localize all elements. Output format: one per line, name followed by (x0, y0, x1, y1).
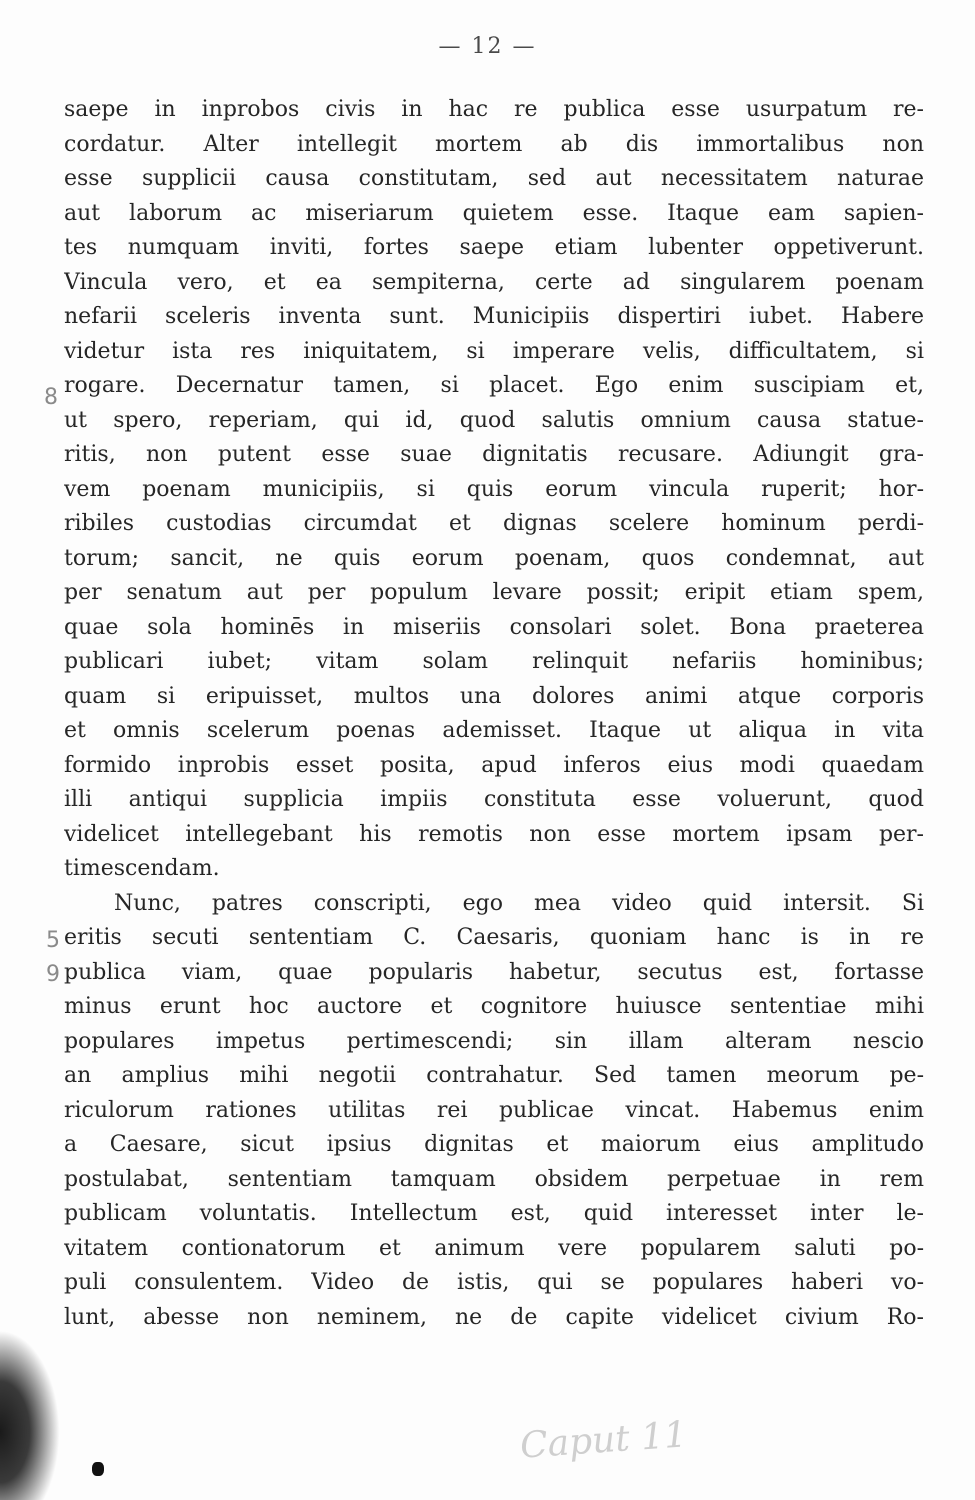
text-line: Vincula vero, et ea sempiterna, certe ad singularem poenam (64, 269, 924, 295)
text-line: publicam voluntatis. Intellectum est, quid interesset inter le- (64, 1201, 924, 1226)
text-line: minus erunt hoc auctore et cognitore huiusce sententiae mihi (64, 994, 924, 1019)
text-line: ut spero, reperiam, qui id, quod salutis omnium causa statue- (64, 407, 924, 433)
text-line: timescendam. (64, 856, 220, 881)
text-line: an amplius mihi negotii contrahatur. Sed tamen meorum pe- (64, 1063, 924, 1088)
text-line: quam si eripuisset, multos una dolores animi atque corporis (64, 683, 924, 709)
text-line: publicari iubet; vitam solam relinquit nefariis hominibus; (64, 649, 924, 674)
text-line: saepe in inprobos civis in hac re publica esse usurpatum re- (64, 97, 924, 122)
ink-stain (0, 1330, 60, 1500)
text-line: videtur ista res iniquitatem, si imperare velis, difficultatem, si (64, 338, 924, 364)
margin-note: 9 (46, 962, 60, 987)
text-line: formido inprobis esset posita, apud inferos eius modi quaedam (64, 752, 924, 778)
text-line: vem poenam municipiis, si quis eorum vincula ruperit; hor- (64, 476, 924, 502)
text-line: riculorum rationes utilitas rei publicae vincat. Habemus enim (64, 1097, 924, 1123)
text-line: quae sola hominēs in miseriis consolari solet. Bona praeterea (64, 614, 924, 640)
body-text (64, 93, 924, 1335)
page-number: — 12 — (438, 34, 537, 59)
paragraph-2 (64, 887, 924, 1336)
text-line: eritis secuti sententiam C. Caesaris, quoniam hanc is in re (64, 925, 924, 950)
text-line: populares impetus pertimescendi; sin illam alteram nescio (64, 1028, 924, 1054)
text-line: ribiles custodias circumdat et dignas scelere hominum perdi- (64, 511, 924, 536)
margin-note: 5 (46, 928, 60, 953)
text-line: puli consulentem. Video de istis, qui se populares haberi vo- (64, 1270, 924, 1295)
text-line: ritis, non putent esse suae dignitatis recusare. Adiungit gra- (64, 442, 924, 467)
text-line: tes numquam inviti, fortes saepe etiam lubenter oppetiverunt. (64, 235, 924, 260)
text-line: videlicet intellegebant his remotis non esse mortem ipsam per- (64, 821, 924, 847)
text-line: et omnis scelerum poenas ademisset. Itaque ut aliqua in vita (64, 718, 924, 743)
handwritten-note: Caput 11 (518, 1414, 689, 1467)
text-line: aut laborum ac miseriarum quietem esse. Itaque eam sapien- (64, 200, 924, 226)
text-line: publica viam, quae popularis habetur, secutus est, fortasse (64, 959, 924, 985)
text-line: lunt, abesse non neminem, ne de capite videlicet civium Ro- (64, 1304, 924, 1330)
text-line: a Caesare, sicut ipsius dignitas et maiorum eius amplitudo (64, 1132, 924, 1157)
margin-note: 8 (44, 385, 58, 410)
text-line: esse supplicii causa constitutam, sed aut necessitatem naturae (64, 166, 924, 191)
text-line: torum; sancit, ne quis eorum poenam, quos condemnat, aut (64, 545, 924, 571)
text-line: per senatum aut per populum levare possit; eripit etiam spem, (64, 580, 924, 605)
text-line: Nunc, patres conscripti, ego mea video quid intersit. Si (114, 890, 924, 916)
text-line: postulabat, sententiam tamquam obsidem perpetuae in rem (64, 1166, 924, 1192)
text-line: illi antiqui supplicia impiis constituta esse voluerunt, quod (64, 787, 924, 812)
paragraph-1 (64, 93, 924, 887)
text-line: cordatur. Alter intellegit mortem ab dis immortalibus non (64, 131, 924, 157)
ink-dot (92, 1462, 104, 1476)
text-line: vitatem contionatorum et animum vere popularem saluti po- (64, 1235, 924, 1261)
text-line: nefarii sceleris inventa sunt. Municipiis dispertiri iubet. Habere (64, 304, 924, 329)
text-line: rogare. Decernatur tamen, si placet. Ego enim suscipiam et, (64, 373, 924, 398)
